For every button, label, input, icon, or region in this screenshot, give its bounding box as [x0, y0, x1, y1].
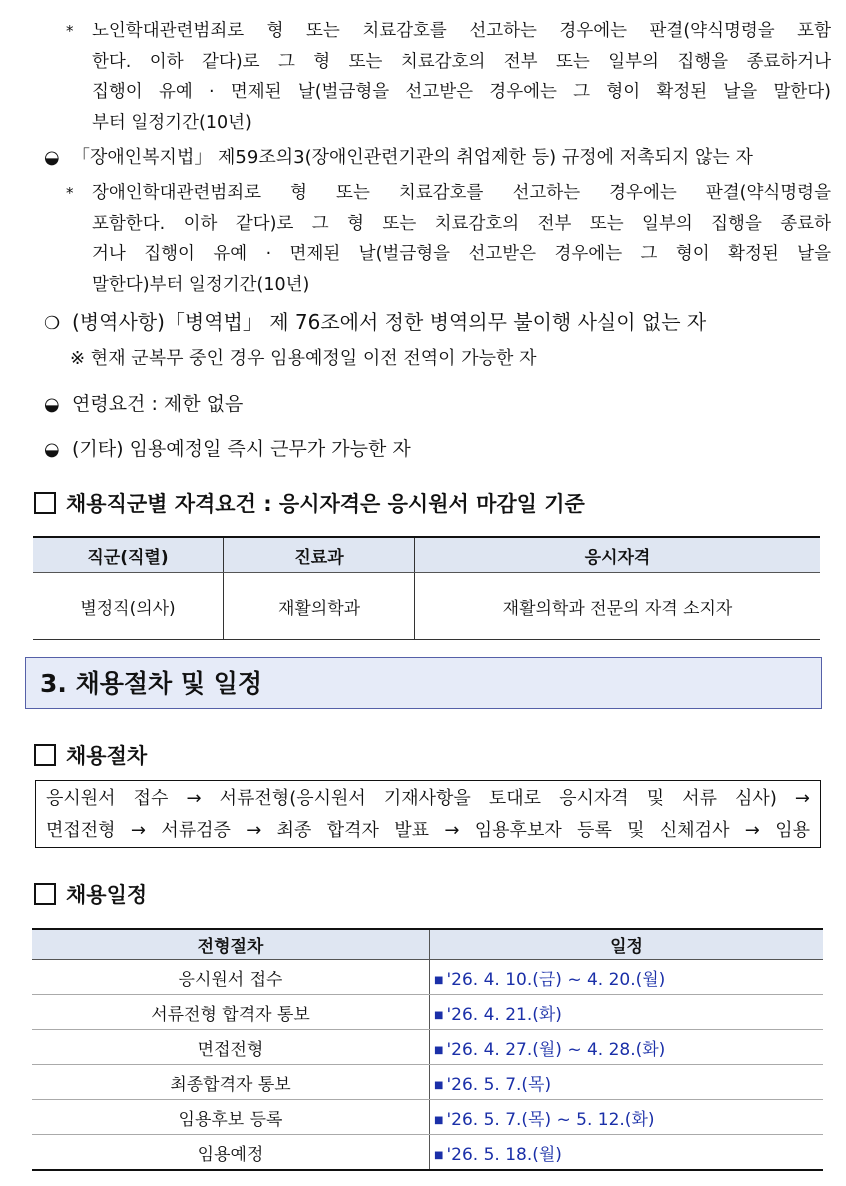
date-cell [430, 1065, 824, 1100]
date-cell [430, 1030, 824, 1065]
qualification-heading-text: 채용직군별 자격요건 : 응시자격은 응시원서 마감일 기준 [66, 492, 585, 516]
item-military [44, 306, 706, 335]
asterisk-marker: * [66, 22, 74, 40]
date-text: '26. 5. 7.(목) ~ 5. 12.(화) [446, 1109, 655, 1130]
qualification-heading [34, 488, 585, 518]
table-row [32, 960, 823, 995]
date-text: '26. 5. 18.(월) [446, 1144, 562, 1165]
table-row [32, 995, 823, 1030]
circle-bullet-icon: ◒ [44, 147, 60, 168]
military-note-text: ※ 현재 군복무 중인 경우 임용예정일 이전 전역이 가능한 자 [70, 348, 537, 369]
circle-bullet-icon: ◒ [44, 439, 60, 460]
note-line: 거나 집행이 유예 · 면제된 날(벌금형을 선고받은 경우에는 그 형이 확정된 날을 [92, 244, 831, 264]
square-bullet-icon: ■ [434, 1009, 444, 1021]
item-text: (기타) 임용예정일 즉시 근무가 가능한 자 [72, 438, 411, 460]
column-header: 직군(직렬) [33, 537, 224, 573]
note-elder-abuse [66, 16, 831, 138]
column-header: 진료과 [224, 537, 415, 573]
table-row [32, 1100, 823, 1135]
column-header: 일정 [430, 929, 824, 960]
procedure-heading-text: 채용절차 [66, 744, 148, 768]
procedure-heading [34, 740, 147, 770]
item-text: 연령요건 : 제한 없음 [72, 393, 244, 415]
stage-cell: 최종합격자 통보 [32, 1065, 430, 1100]
square-bullet-icon: ■ [434, 1079, 444, 1091]
circle-bullet-icon: ❍ [44, 313, 61, 334]
item-age [44, 389, 243, 416]
square-bullet-icon: ■ [434, 1044, 444, 1056]
note-line: 포함한다. 이하 같다)로 그 형 또는 치료감호의 전부 또는 일부의 집행을 종료하 [92, 213, 831, 234]
table-row [32, 1030, 823, 1065]
note-line: 장애인학대관련범죄로 형 또는 치료감호를 선고하는 경우에는 판결(약식명령을 [92, 183, 831, 203]
procedure-box [35, 780, 821, 848]
square-bullet-icon: ■ [434, 1114, 444, 1126]
column-header: 응시자격 [415, 537, 821, 573]
procedure-line: 면접전형 → 서류검증 → 최종 합격자 발표 → 임용후보자 등록 및 신체검사 → 임용 [46, 820, 810, 841]
schedule-heading [34, 879, 147, 909]
table-row [33, 573, 820, 640]
date-cell [430, 995, 824, 1030]
note-line: 노인학대관련범죄로 형 또는 치료감호를 선고하는 경우에는 판결(약식명령을 포함 [92, 21, 831, 41]
date-text: '26. 5. 7.(목) [446, 1074, 552, 1095]
note-line: 부터 일정기간(10년) [92, 112, 252, 133]
item-text: (병역사항)「병역법」 제 76조에서 정한 병역의무 불이행 사실이 없는 자 [72, 310, 707, 334]
section-title: 3. 채용절차 및 일정 [40, 669, 263, 698]
stage-cell: 서류전형 합격자 통보 [32, 995, 430, 1030]
procedure-line: 응시원서 접수 → 서류전형(응시원서 기재사항을 토대로 응시자격 및 서류 심사) → [46, 788, 810, 809]
table-cell: 재활의학과 전문의 자격 소지자 [415, 573, 821, 640]
stage-cell: 응시원서 접수 [32, 960, 430, 995]
date-text: '26. 4. 10.(금) ~ 4. 20.(월) [446, 969, 666, 990]
note-line: 한다. 이하 같다)로 그 형 또는 치료감호의 전부 또는 일부의 집행을 종료하거나 [92, 51, 831, 72]
asterisk-marker: * [66, 184, 74, 202]
date-cell [430, 1135, 824, 1171]
schedule-table [32, 928, 823, 1171]
date-cell [430, 1100, 824, 1135]
note-line: 집행이 유예 · 면제된 날(벌금형을 선고받은 경우에는 그 형이 확정된 날을 말한다) [92, 82, 831, 102]
schedule-heading-text: 채용일정 [66, 883, 148, 907]
date-text: '26. 4. 27.(월) ~ 4. 28.(화) [446, 1039, 666, 1060]
item-other [44, 434, 411, 461]
table-cell: 재활의학과 [224, 573, 415, 640]
checkbox-square-icon [34, 744, 56, 766]
note-disability-abuse [66, 178, 831, 300]
date-cell [430, 960, 824, 995]
checkbox-square-icon [34, 883, 56, 905]
item-text: 「장애인복지법」 제59조의3(장애인관련기관의 취업제한 등) 규정에 저촉되지 않는 자 [72, 147, 753, 168]
item-disability-welfare [44, 143, 753, 169]
column-header: 전형절차 [32, 929, 430, 960]
square-bullet-icon: ■ [434, 1149, 444, 1161]
circle-bullet-icon: ◒ [44, 394, 60, 415]
stage-cell: 임용예정 [32, 1135, 430, 1171]
stage-cell: 면접전형 [32, 1030, 430, 1065]
table-row [32, 1065, 823, 1100]
qualification-table [33, 536, 820, 640]
note-line: 말한다)부터 일정기간(10년) [92, 274, 310, 295]
military-note [70, 344, 537, 370]
section-3-banner [25, 657, 822, 709]
table-cell: 별정직(의사) [33, 573, 224, 640]
stage-cell: 임용후보 등록 [32, 1100, 430, 1135]
checkbox-square-icon [34, 492, 56, 514]
square-bullet-icon: ■ [434, 974, 444, 986]
date-text: '26. 4. 21.(화) [446, 1004, 562, 1025]
table-row [32, 1135, 823, 1171]
